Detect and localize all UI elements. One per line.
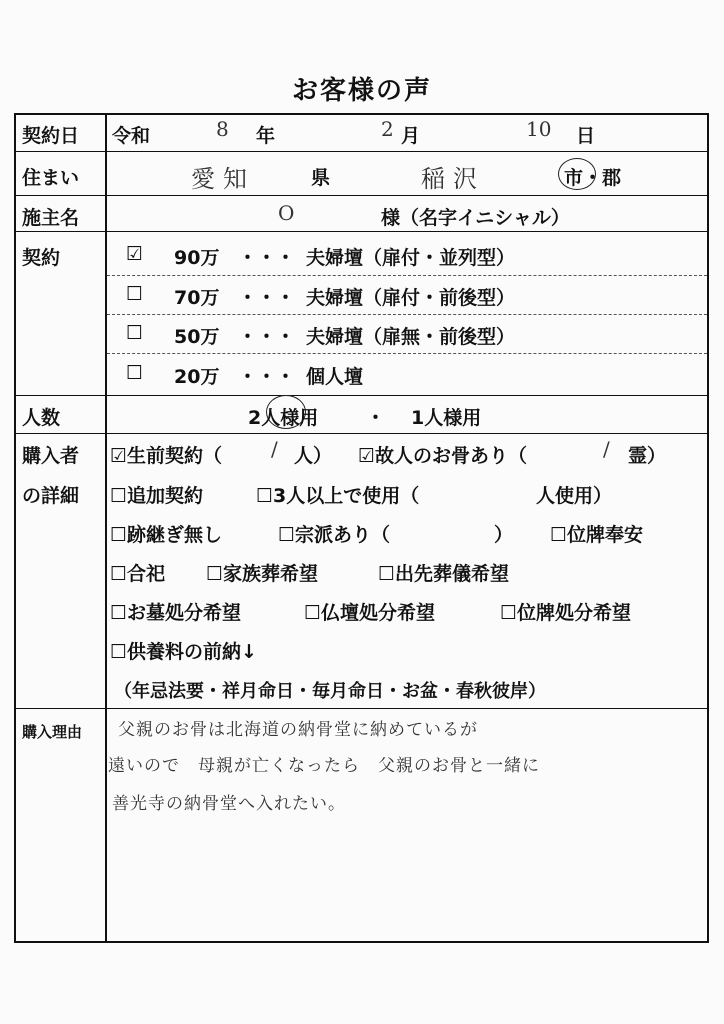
reason-line: 善光寺の納骨堂へ入れたい。: [112, 794, 346, 814]
option-price: 90万: [174, 247, 220, 269]
option-divider: [107, 314, 707, 315]
outside-funeral-option[interactable]: ☐出先葬儀希望: [378, 563, 510, 585]
option-divider: [107, 275, 707, 276]
pre-contract-option[interactable]: ☑生前契約（: [110, 445, 223, 467]
era-label: 令和: [112, 125, 151, 147]
option-dots: ・・・: [238, 326, 296, 348]
checkbox[interactable]: ☐: [126, 362, 144, 384]
checkbox[interactable]: ☐: [126, 322, 144, 344]
option-description: 夫婦壇（扉付・並列型）: [306, 247, 516, 269]
row-divider: [16, 195, 707, 196]
row-divider: [16, 151, 707, 152]
row-divider: [16, 433, 707, 434]
contract-date-label: 契約日: [22, 125, 80, 147]
option-description: 夫婦壇（扉無・前後型）: [306, 326, 516, 348]
contract-year-value: 8: [216, 117, 229, 141]
buyer-details-label-2: の詳細: [22, 485, 80, 507]
remains-end: 霊）: [628, 445, 667, 467]
checkbox-checked[interactable]: ☑: [126, 243, 144, 265]
memorial-events: （年忌法要・祥月命日・毎月命日・お盆・春秋彼岸）: [114, 681, 546, 702]
people-option-2: 2人様用: [248, 407, 319, 429]
additional-contract-option[interactable]: ☐追加契約: [110, 485, 204, 507]
option-dots: ・・・: [238, 247, 296, 269]
people-label: 人数: [22, 407, 61, 429]
pre-contract-count: /: [271, 437, 278, 461]
month-unit: 月: [401, 125, 421, 147]
row-divider: [16, 395, 707, 396]
option-dots: ・・・: [238, 287, 296, 309]
option-price: 50万: [174, 326, 220, 348]
option-description: 個人壇: [306, 366, 364, 388]
three-plus-end: 人使用）: [536, 485, 613, 507]
checkbox[interactable]: ☐: [126, 283, 144, 305]
owner-initial: O: [278, 201, 295, 225]
tablet-disposal-option[interactable]: ☐位牌処分希望: [500, 602, 632, 624]
prepay-option[interactable]: ☐供養料の前納↓: [110, 641, 257, 663]
remains-option[interactable]: ☑故人のお骨あり（: [358, 445, 528, 467]
city-unit: 市・郡: [564, 167, 622, 189]
year-unit: 年: [256, 125, 276, 147]
buyer-details-label: 購入者: [22, 445, 80, 467]
row-divider: [16, 708, 707, 709]
column-divider: [105, 115, 107, 941]
reason-line: 遠いので 母親が亡くなったら 父親のお骨と一緒に: [108, 756, 540, 776]
people-separator: ・: [366, 407, 386, 429]
people-option-1: 1人様用: [411, 407, 482, 429]
contract-label: 契約: [22, 247, 61, 269]
city-value: 稲沢: [421, 165, 485, 193]
option-divider: [107, 353, 707, 354]
reason-label: 購入理由: [22, 723, 83, 741]
sect-option[interactable]: ☐宗派あり（: [278, 524, 391, 546]
residence-label: 住まい: [22, 167, 80, 189]
prefecture-unit: 県: [311, 167, 331, 189]
sect-end: ）: [494, 524, 514, 546]
reason-line: 父親のお骨は北海道の納骨堂に納めているが: [118, 720, 478, 740]
option-price: 70万: [174, 287, 220, 309]
option-description: 夫婦壇（扉付・前後型）: [306, 287, 516, 309]
joint-burial-option[interactable]: ☐合祀: [110, 563, 166, 585]
pre-contract-end: 人）: [294, 445, 333, 467]
owner-suffix: 様（名字イニシャル）: [381, 207, 570, 229]
grave-disposal-option[interactable]: ☐お墓処分希望: [110, 602, 242, 624]
no-successor-option[interactable]: ☐跡継ぎ無し: [110, 524, 223, 546]
day-unit: 日: [576, 125, 596, 147]
contract-month-value: 2: [381, 117, 394, 141]
remains-count: /: [603, 437, 610, 461]
owner-label: 施主名: [22, 207, 80, 229]
contract-day-value: 10: [526, 117, 552, 141]
option-price: 20万: [174, 366, 220, 388]
option-dots: ・・・: [238, 366, 296, 388]
tablet-option[interactable]: ☐位牌奉安: [550, 524, 644, 546]
prefecture-value: 愛知: [191, 165, 255, 193]
page-title: お客様の声: [291, 76, 432, 106]
altar-disposal-option[interactable]: ☐仏壇処分希望: [304, 602, 436, 624]
customer-voice-form: [14, 113, 709, 943]
row-divider: [16, 231, 707, 232]
three-plus-option[interactable]: ☐3人以上で使用（: [256, 485, 420, 507]
family-funeral-option[interactable]: ☐家族葬希望: [206, 563, 319, 585]
